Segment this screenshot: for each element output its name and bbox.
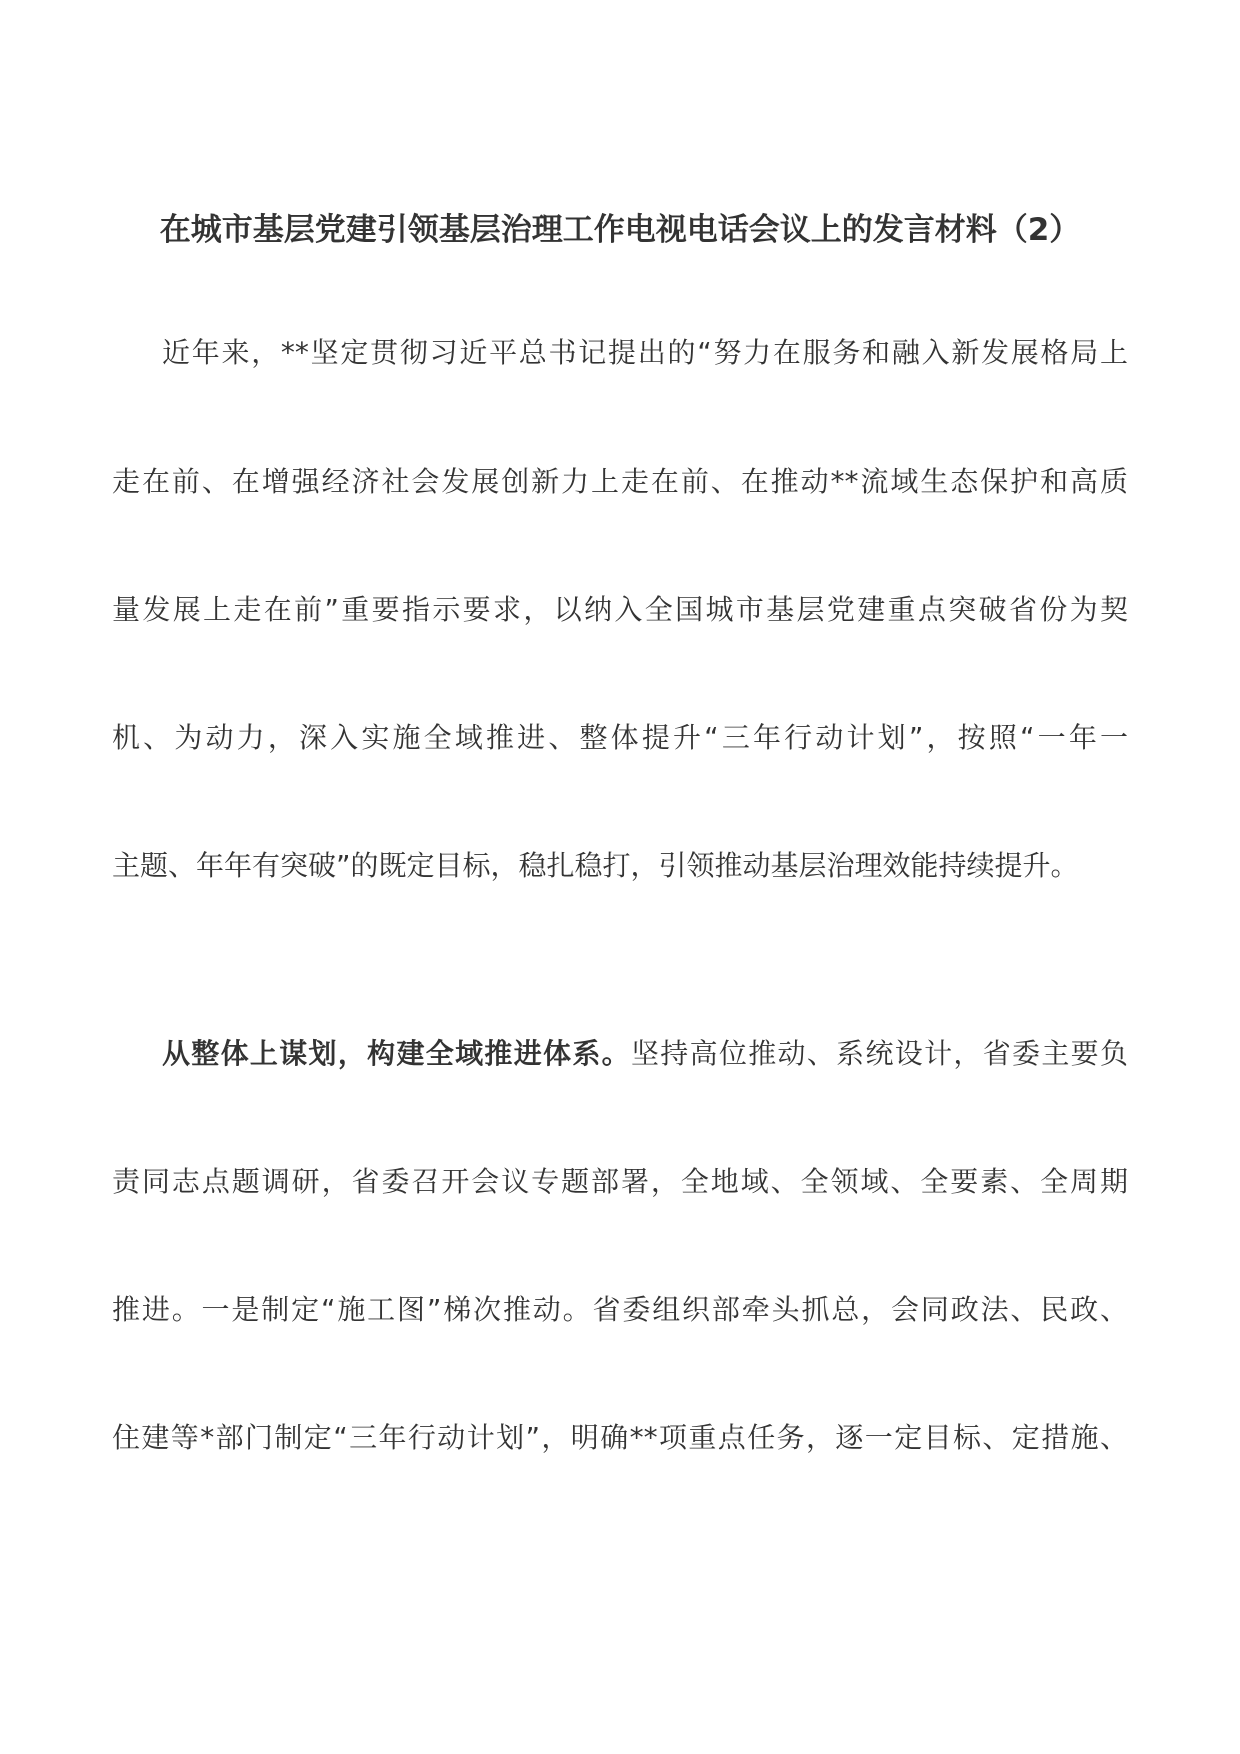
paragraph-2-line-1-rest: 坚持高位推动、系统设计，省委主要负: [631, 1037, 1128, 1070]
paragraph-2-line-4: 住建等*部门制定“三年行动计划”，明确**项重点任务，逐一定目标、定措施、: [112, 1421, 1128, 1454]
paragraph-1-line-5: 主题、年年有突破”的既定目标，稳扎稳打，引领推动基层治理效能持续提升。: [112, 849, 1079, 882]
paragraph-1-line-2: 走在前、在增强经济社会发展创新力上走在前、在推动**流域生态保护和高质: [112, 465, 1128, 498]
document-title: 在城市基层党建引领基层治理工作电视电话会议上的发言材料（2）: [159, 212, 1081, 248]
paragraph-2-line-1: [162, 1034, 1128, 1074]
paragraph-2-line-2: 责同志点题调研，省委召开会议专题部署，全地域、全领域、全要素、全周期: [112, 1165, 1128, 1198]
paragraph-2-lead: 从整体上谋划，构建全域推进体系。: [162, 1037, 631, 1070]
paragraph-1-line-4: 机、为动力，深入实施全域推进、整体提升“三年行动计划”，按照“一年一: [112, 721, 1128, 754]
paragraph-2-line-3: 推进。一是制定“施工图”梯次推动。省委组织部牵头抓总，会同政法、民政、: [112, 1293, 1128, 1326]
paragraph-1-line-1: 近年来，**坚定贯彻习近平总书记提出的“努力在服务和融入新发展格局上: [162, 336, 1128, 369]
paragraph-1-line-3: 量发展上走在前”重要指示要求，以纳入全国城市基层党建重点突破省份为契: [112, 593, 1128, 626]
